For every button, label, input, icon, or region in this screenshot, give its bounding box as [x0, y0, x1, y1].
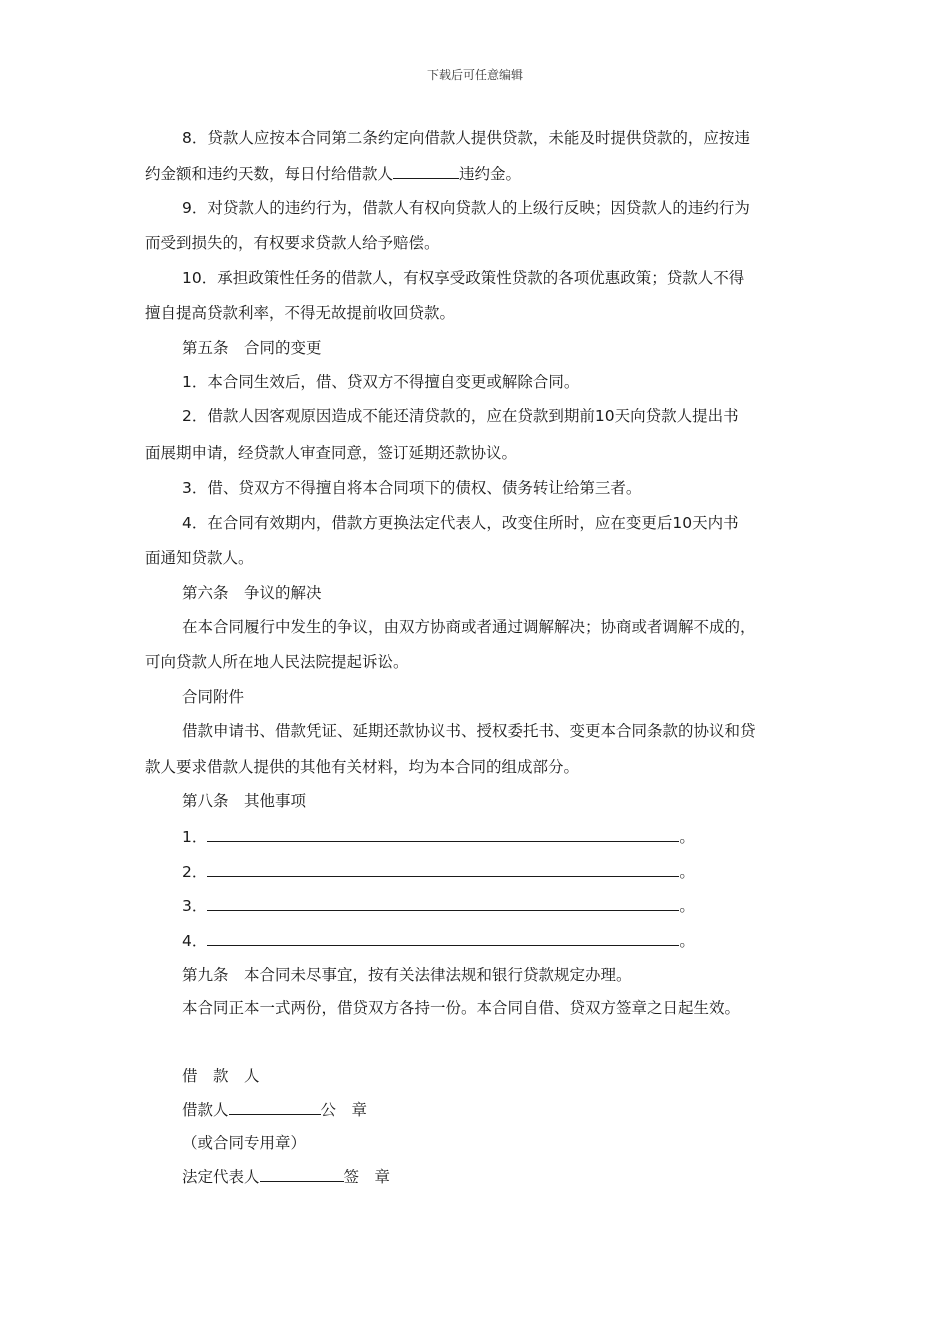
article-8-item-3-sep: ． [191, 897, 208, 915]
clause-8-text-b1: 约金额和违约天数，每日付给借款人 [145, 165, 394, 183]
clause-8-line-2 [145, 163, 521, 184]
representative-label: 法定代表人 [182, 1168, 260, 1186]
signature-heading: 借 款 人 [182, 1067, 260, 1085]
article-5-item-3-text: ．借、贷双方不得擅自将本合同项下的债权、债务转让给第三者。 [191, 479, 642, 497]
article-8-item-4 [182, 930, 695, 951]
borrower-seal-label: 公 章 [320, 1101, 368, 1119]
article-8-item-4-blank[interactable] [207, 930, 679, 946]
article-5-item-2-text-a2: 天向贷款人提出书 [614, 407, 739, 425]
article-5-item-1-text: ．本合同生效后，借、贷双方不得擅自变更或解除合同。 [191, 373, 580, 391]
article-8-item-1-number: 1 [182, 828, 192, 846]
clause-10-line-2: 擅自提高贷款利率，不得无故提前收回贷款。 [145, 304, 456, 322]
clause-8-text-a: ．贷款人应按本合同第二条约定向借款人提供贷款，未能及时提供贷款的，应按违 [191, 129, 750, 147]
article-5-item-2-line-1 [182, 406, 739, 426]
article-8-title: 第八条 其他事项 [182, 792, 307, 810]
clause-10-line-1 [182, 268, 744, 288]
clause-10-number: 10 [182, 269, 202, 287]
clause-9-line-1 [182, 198, 750, 218]
article-5-item-4-number: 4 [182, 514, 192, 532]
closing-text: 本合同正本一式两份，借贷双方各持一份。本合同自借、贷双方签章之日起生效。 [182, 999, 741, 1017]
article-5-item-3-number: 3 [182, 479, 192, 497]
contract-seal-note: （或合同专用章） [182, 1134, 307, 1152]
article-5-item-4-line-1 [182, 513, 739, 533]
borrower-name-blank[interactable] [229, 1099, 321, 1115]
article-8-item-3-number: 3 [182, 897, 192, 915]
representative-blank[interactable] [260, 1166, 344, 1182]
clause-9-line-2: 而受到损失的，有权要求贷款人给予赔偿。 [145, 234, 440, 252]
article-5-item-1-number: 1 [182, 373, 192, 391]
clause-9-text-a: ．对贷款人的违约行为，借款人有权向贷款人的上级行反映；因贷款人的违约行为 [191, 199, 750, 217]
article-5-title: 第五条 合同的变更 [182, 339, 322, 357]
article-5-item-4-line-2: 面通知贷款人。 [145, 549, 254, 567]
article-8-item-2-sep: ． [191, 863, 208, 881]
article-8-item-4-end: 。 [679, 932, 695, 950]
clause-8-text-b2: 违约金。 [459, 165, 522, 183]
article-8-item-1-blank[interactable] [207, 826, 679, 842]
article-6-title: 第六条 争议的解决 [182, 584, 322, 602]
article-8-item-3-end: 。 [679, 897, 695, 915]
article-8-item-1-end: 。 [679, 828, 695, 846]
article-8-item-3 [182, 895, 695, 916]
article-8-item-3-blank[interactable] [207, 895, 679, 911]
article-5-item-2-number: 2 [182, 407, 192, 425]
article-5-item-2-line-2: 面展期申请，经贷款人审查同意，签订延期还款协议。 [145, 444, 518, 462]
article-8-item-1 [182, 826, 695, 847]
borrower-seal-line [182, 1099, 367, 1120]
article-9-text: 第九条 本合同未尽事宜，按有关法律法规和银行贷款规定办理。 [182, 966, 632, 984]
borrower-label: 借款人 [182, 1101, 229, 1119]
article-8-item-4-number: 4 [182, 932, 192, 950]
representative-sign-label: 签 章 [343, 1168, 391, 1186]
article-8-item-2-blank[interactable] [207, 861, 679, 877]
article-8-item-2-number: 2 [182, 863, 192, 881]
clause-8-number: 8 [182, 129, 192, 147]
article-6-text-line-1: 在本合同履行中发生的争议，由双方协商或者通过调解解决；协商或者调解不成的， [182, 618, 756, 636]
annex-text-line-2: 款人要求借款人提供的其他有关材料，均为本合同的组成部分。 [145, 758, 580, 776]
article-5-item-2-text-a: ．借款人因客观原因造成不能还清贷款的，应在贷款到期前 [191, 407, 595, 425]
article-8-item-1-sep: ． [191, 828, 208, 846]
clause-8-line-1 [182, 128, 750, 148]
article-5-item-4-days: 10 [672, 514, 693, 532]
article-5-item-4-text-a: ．在合同有效期内，借款方更换法定代表人，改变住所时，应在变更后 [191, 514, 673, 532]
article-5-item-2-days: 10 [594, 407, 615, 425]
article-8-item-2-end: 。 [679, 863, 695, 881]
article-8-item-2 [182, 861, 695, 882]
download-note: 下载后可任意编辑 [426, 68, 523, 82]
article-5-item-3 [182, 478, 641, 498]
article-6-text-line-2: 可向贷款人所在地人民法院提起诉讼。 [145, 653, 409, 671]
representative-line [182, 1166, 390, 1187]
article-8-item-4-sep: ． [191, 932, 208, 950]
penalty-blank[interactable] [393, 163, 459, 179]
article-5-item-4-text-a2: 天内书 [692, 514, 739, 532]
annex-text-line-1: 借款申请书、借款凭证、延期还款协议书、授权委托书、变更本合同条款的协议和贷 [182, 722, 756, 740]
clause-9-number: 9 [182, 199, 192, 217]
article-5-item-1 [182, 372, 579, 392]
annex-title: 合同附件 [182, 688, 245, 706]
clause-10-text-a: ．承担政策性任务的借款人，有权享受政策性贷款的各项优惠政策；贷款人不得 [201, 269, 745, 287]
